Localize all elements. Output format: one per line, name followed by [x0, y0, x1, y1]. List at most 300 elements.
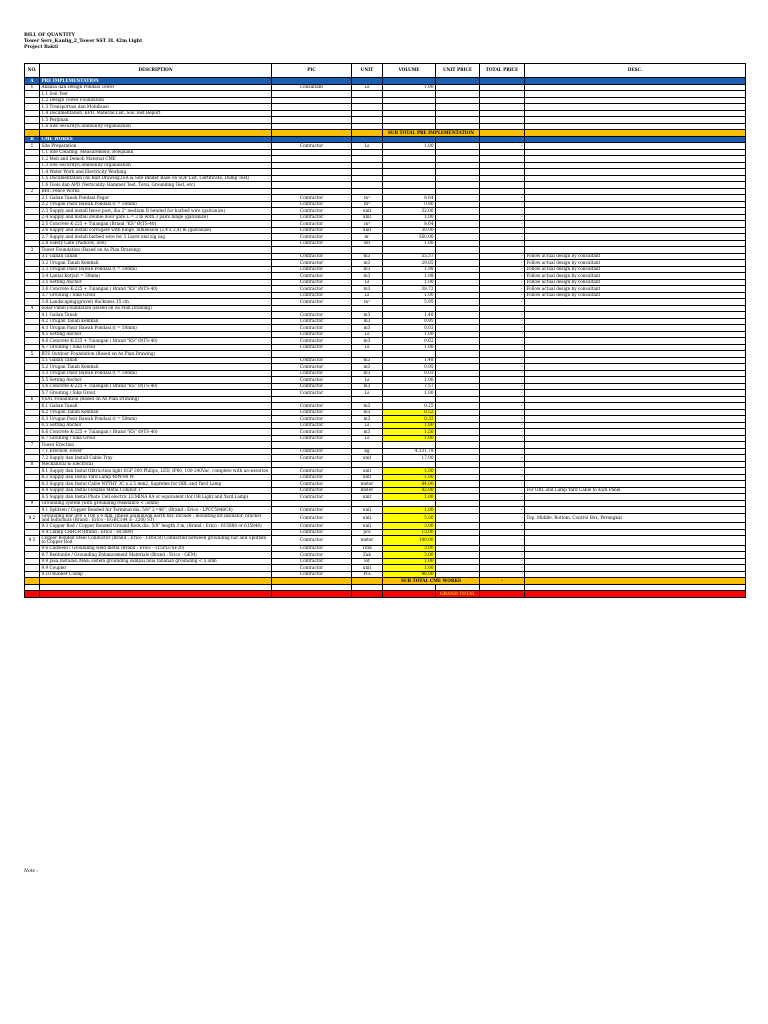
item-unit: m3 [352, 409, 383, 416]
item-pic: Contractor [272, 208, 352, 215]
item-description: 1.2 Design Tower Foundation [40, 97, 272, 104]
grand-total-value [480, 591, 525, 598]
item-total-price: - [480, 221, 525, 228]
item-pic: Contractor [272, 299, 352, 306]
item-unit: unit [352, 214, 383, 221]
item-description: 5.5 Setting Anchor [40, 377, 272, 384]
item-pic: Contractor [272, 422, 352, 429]
item-unit: meter [352, 481, 383, 488]
item-unit: unit [352, 507, 383, 514]
item-pic: Contractor [272, 552, 352, 559]
item-unit: Ls [352, 292, 383, 299]
item-number: 9.2 [25, 513, 40, 523]
item-description: 6.2 Urugan Tanah Kembali [40, 409, 272, 416]
item-number: 3 [25, 247, 40, 254]
item-total-price: - [480, 435, 525, 442]
item-pic: Contractor [272, 201, 352, 208]
item-total-price: - [480, 552, 525, 559]
item-unit-price [436, 536, 480, 546]
col-header-description: DESCRIPTION [40, 64, 272, 78]
item-pic: Contractor [272, 455, 352, 462]
item-pic: Contractor [272, 377, 352, 384]
item-total-price: - [480, 143, 525, 150]
item-pic: Contractor [272, 565, 352, 572]
item-volume: 1.00 [383, 558, 436, 565]
item-pic: Contractor [272, 357, 352, 364]
item-total-price: - [480, 234, 525, 241]
item-volume: 0.52 [383, 409, 436, 416]
item-volume: 29.85 [383, 260, 436, 267]
item-unit: Ls [352, 279, 383, 286]
item-pic: Contractor [272, 409, 352, 416]
item-description: BTS Outdoor Foundation (Based on As Plan Drawing) [40, 351, 272, 358]
item-desc-note: Top, Middle, Bottom, Control Box, Perangkat [525, 513, 746, 523]
item-pic: Contractor [272, 286, 352, 293]
item-description: 1.5 Documentation (As Buit Drawing,ISA & Site Binder Base on SOP List, Certificate, Dump Test) [40, 175, 272, 182]
item-unit: m3 [352, 312, 383, 319]
item-description: 1.4 Water Work and Electricity Working [40, 169, 272, 176]
item-unit: meter [352, 487, 383, 494]
item-volume: 55.57 [383, 253, 436, 260]
item-total-price: - [480, 403, 525, 410]
item-pic: Contractor [272, 529, 352, 536]
col-header-pic: PIC [272, 64, 352, 78]
item-total-price: - [480, 507, 525, 514]
item-total-price: - [480, 338, 525, 345]
item-unit: Ls [352, 377, 383, 384]
col-header-no: NO. [25, 64, 40, 78]
item-total-price: - [480, 529, 525, 536]
item-pic: Contractor [272, 571, 352, 578]
item-description: 3.5 Setting Anchor [40, 279, 272, 286]
item-description: 1.3 Site Security/Community organization [40, 162, 272, 169]
item-total-price: - [480, 370, 525, 377]
item-pic: Contractor [272, 240, 352, 247]
section-letter: B [25, 136, 40, 143]
item-unit: m3 [352, 370, 383, 377]
item-pic: Contractor [272, 325, 352, 332]
item-unit: m3 [352, 266, 383, 273]
item-description: 1.6 Tools dan APD (Verticality, Hammer Test, Torsi, Grounding Test, etc) [40, 182, 272, 189]
item-description: 4.6 Concrete K-225 + Tulangan ( Brand "KS" Ø(TS-40) [40, 338, 272, 345]
item-unit: m' [352, 234, 383, 241]
item-pic: Contractor [272, 292, 352, 299]
item-description: 9.6 Cadweld / Grounding weld metal (Brand : Erico - 115PLUSF20) [40, 545, 272, 552]
item-group-row [25, 513, 746, 523]
item-description: 6.7 Grouting / Sika Grout [40, 435, 272, 442]
item-total-price: - [480, 260, 525, 267]
item-total-price: - [480, 299, 525, 306]
item-pic: Contractor [272, 507, 352, 514]
item-unit: m3 [352, 429, 383, 436]
item-total-price: - [480, 523, 525, 530]
item-pic: Contractor [272, 266, 352, 273]
subtotal-label: SUB TOTAL PRE IMPLEMENTATION [383, 130, 480, 137]
item-volume: 1.00 [383, 344, 436, 351]
item-volume: 1.00 [383, 292, 436, 299]
item-number: 4 [25, 305, 40, 312]
item-desc-note: Follow actual design by consultant [525, 266, 746, 273]
item-total-price: - [480, 409, 525, 416]
item-description: 4.1 Galian Tanah [40, 312, 272, 319]
item-pic: Contractor [272, 312, 352, 319]
item-pic: Contractor [272, 481, 352, 488]
grand-total-cell [383, 591, 436, 598]
item-total-price: - [480, 253, 525, 260]
item-description: 1.1 Site Clearing, Measurement, Bowplank [40, 149, 272, 156]
item-volume: 17.00 [383, 455, 436, 462]
subtotal-value: - [480, 578, 525, 585]
item-volume: 8.64 [383, 221, 436, 228]
item-pic: Contractor [272, 195, 352, 202]
item-description: Tower Erection [40, 442, 272, 449]
note-label: Note : [24, 869, 39, 874]
item-pic: Contractor [272, 253, 352, 260]
item-pic: Contractor [272, 143, 352, 150]
item-total-price: - [480, 84, 525, 91]
item-description: 2.8 Safety Gate (Padlock, Slot) [40, 240, 272, 247]
item-description: 1.6 Site Security/Community organization [40, 123, 272, 130]
item-unit: unit [352, 455, 383, 462]
item-description: 3.2 Urugan Tanah Kembali [40, 260, 272, 267]
item-volume: 0.25 [383, 403, 436, 410]
item-volume: 1.00 [383, 507, 436, 514]
grand-total-row [25, 591, 746, 598]
grand-total-cell [25, 591, 40, 598]
item-unit: Ls [352, 344, 383, 351]
item-description: 5.1 Galian Tanah [40, 357, 272, 364]
item-volume: 1.00 [383, 435, 436, 442]
item-volume: 30.00 [383, 227, 436, 234]
item-total-price: - [480, 481, 525, 488]
item-unit: Ls [352, 331, 383, 338]
item-description: 5.2 Urugan Tanah Kembali [40, 364, 272, 371]
item-description: 1.1 Soil Test [40, 91, 272, 98]
item-volume: 1.00 [383, 468, 436, 475]
item-unit: Zak [352, 552, 383, 559]
item-description: 4.5 Setting Anchor [40, 331, 272, 338]
item-volume: 0.95 [383, 364, 436, 371]
item-total-price: - [480, 286, 525, 293]
item-unit: m3 [352, 318, 383, 325]
item-description: 3.8 Landscaping(gravel) thickness 15 cm [40, 299, 272, 306]
item-description: 6.1 Galian Tanah [40, 403, 272, 410]
item-total-price: - [480, 357, 525, 364]
item-pic: Contractor [272, 429, 352, 436]
item-unit: meter [352, 536, 383, 546]
table-body [25, 78, 746, 598]
item-volume: 7.57 [383, 383, 436, 390]
item-desc-note: For OBL and Lamp Yard Cable to Kwh Panel [525, 487, 746, 494]
section-title: CME WORKS [40, 136, 272, 143]
item-desc-note: Follow actual design by consultant [525, 253, 746, 260]
item-description: 1.2 Mob and Demob Material CME [40, 156, 272, 163]
item-description: 6.3 Urugan Pasir Bawah Pondasi (t = 50mm) [40, 416, 272, 423]
item-total-price: - [480, 279, 525, 286]
item-description: BRC Fence Works [40, 188, 272, 195]
col-header-unit: UNIT [352, 64, 383, 78]
item-volume: 3.00 [383, 552, 436, 559]
item-description: 1.4 Documentation, KPD, Material List, Soil Test Report [40, 110, 272, 117]
item-pic: Contractor [272, 435, 352, 442]
section-title: PRE IMPLEMENTATION [40, 78, 272, 85]
item-pic: Contractor [272, 234, 352, 241]
item-total-price: - [480, 240, 525, 247]
item-volume: 1.00 [383, 390, 436, 397]
item-number: 6 [25, 396, 40, 403]
item-pic: Contractor [272, 523, 352, 530]
document-title-block [24, 33, 142, 52]
item-description: 3.4 Lantai Kerja(t = 50mm) [40, 273, 272, 280]
item-unit: set [352, 240, 383, 247]
item-description: Copper Bonded Steel Conductor (Brand : Erico - CBSCR) Connected between grounding bar and Splitzen to Copper Rod [40, 536, 272, 546]
item-unit: m3 [352, 364, 383, 371]
item-total-price: - [480, 513, 525, 523]
item-pic: Consultant [272, 84, 352, 91]
item-description: 5.7 Grouting / Sika Grout [40, 390, 272, 397]
item-total-price: - [480, 344, 525, 351]
item-volume: 1.00 [383, 331, 436, 338]
item-total-price: - [480, 208, 525, 215]
item-volume: 1.00 [383, 494, 436, 501]
col-header-volume: VOLUME [383, 64, 436, 78]
item-total-price: - [480, 565, 525, 572]
item-pic: Contractor [272, 370, 352, 377]
item-total-price: - [480, 494, 525, 501]
item-total-price: - [480, 487, 525, 494]
item-volume: 32.00 [383, 208, 436, 215]
item-volume: 5.95 [383, 299, 436, 306]
item-total-price: - [480, 214, 525, 221]
item-unit: Pcs [352, 571, 383, 578]
item-unit: Titik [352, 545, 383, 552]
item-volume: 0.03 [383, 325, 436, 332]
item-description: 8.4 Supply dan Instal Flexible Metal Conduit 1" [40, 487, 272, 494]
item-description: 8.3 Supply dan Instal Cable NYYHY 3C x 2.5 mm2, Supreme for OBL and Yard Lamp [40, 481, 272, 488]
item-description: VSAT Foundation (Based on As Plan Drawing) [40, 396, 272, 403]
item-description: 2.5 Concrete K-225 + Tulangan (Brand "KS" Ø(TS-40) [40, 221, 272, 228]
item-volume: 1.48 [383, 357, 436, 364]
item-total-price: - [480, 448, 525, 455]
item-volume: 15.00 [383, 529, 436, 536]
item-number: 5 [25, 351, 40, 358]
item-unit: pcs [352, 529, 383, 536]
item-volume: 46.00 [383, 571, 436, 578]
item-description: 9.8 Jasa Instalasi M&E sistem grounding sampai nilai tahanan grounding < 5 ohm [40, 558, 272, 565]
col-header-unit-price: UNIT PRICE [436, 64, 480, 78]
item-total-price: - [480, 201, 525, 208]
item-description: 2.6 Supply and install corrugate with hinge, dimension (2,4 x 2,4) m (galvanize) [40, 227, 272, 234]
item-number: 9.5 [25, 536, 40, 546]
item-total-price: - [480, 273, 525, 280]
item-volume: 1.00 [383, 240, 436, 247]
item-pic: Contractor [272, 338, 352, 345]
item-unit: m3 [352, 286, 383, 293]
item-pic: Contractor [272, 558, 352, 565]
item-description: 9.4 Clamp CRHCR (Brand : Erico - HCR89) [40, 529, 272, 536]
col-header-total-price: TOTAL PRICE [480, 64, 525, 78]
item-unit: kg [352, 448, 383, 455]
item-group-row [25, 536, 746, 546]
item-unit: m3 [352, 253, 383, 260]
item-description: 1.3 Transportasi dan Mobilisasi [40, 104, 272, 111]
item-volume: 0.86 [383, 201, 436, 208]
item-description: 7.2 Supply dan Install Cable Tray [40, 455, 272, 462]
item-number: 9 [25, 500, 40, 507]
item-volume: 1.00 [383, 143, 436, 150]
item-description: 3.3 Urugan Pasir Bawah Pondasi (t = 50mm) [40, 266, 272, 273]
item-volume: 1.00 [383, 565, 436, 572]
item-total-price: - [480, 468, 525, 475]
item-pic: Contractor [272, 331, 352, 338]
item-total-price: - [480, 558, 525, 565]
item-pic: Contractor [272, 513, 352, 523]
item-unit: Ls [352, 422, 383, 429]
item-desc-note: Follow actual design by consultant [525, 273, 746, 280]
item-number: 1 [25, 84, 40, 91]
col-header-desc: DESC. [525, 64, 746, 78]
item-volume: 1.48 [383, 312, 436, 319]
item-description: 5.3 Urugan Pasir Bawah Pondasi (t = 50mm) [40, 370, 272, 377]
item-volume: 8.64 [383, 195, 436, 202]
item-total-price: - [480, 571, 525, 578]
item-number: 8 [25, 461, 40, 468]
item-desc-note: Follow actual design by consultant [525, 286, 746, 293]
item-total-price: - [480, 416, 525, 423]
item-description: 8.1 Supply dan Instal Obtruction light EGP 300 Philips, LED, IP66, 100-240Vac, complete with accessories [40, 468, 272, 475]
item-total-price: - [480, 266, 525, 273]
item-volume: 0.95 [383, 318, 436, 325]
item-pic: Contractor [272, 221, 352, 228]
item-desc-note: Follow actual design by consultant [525, 260, 746, 267]
grand-total-cell [40, 591, 272, 598]
item-unit: m3 [352, 273, 383, 280]
item-description: 9.1 Splitzen / Copper Bonded Air Terminal dia. 5/8" L=48", (Brand : Erico - LPCC5848C4) [40, 507, 272, 514]
item-volume: 3.00 [383, 545, 436, 552]
item-pic: Contractor [272, 536, 352, 546]
item-description: 3.1 Galian Tanah [40, 253, 272, 260]
item-description: 5.6 Concrete K-225 + Tulangan ( Brand "KS" Ø(TS-40) [40, 383, 272, 390]
item-pic: Contractor [272, 318, 352, 325]
item-volume: 0.03 [383, 370, 436, 377]
item-total-price: - [480, 536, 525, 546]
doc-project: Project Bakti [24, 45, 58, 51]
item-pic: Contractor [272, 468, 352, 475]
item-description: 4.3 Urugan Pasir Bawah Pondasi (t = 50mm) [40, 325, 272, 332]
item-volume: 4,231.78 [383, 448, 436, 455]
item-total-price: - [480, 364, 525, 371]
grand-total-cell [352, 591, 383, 598]
item-number: 1 [25, 143, 40, 150]
item-desc-note: Follow actual design by consultant [525, 279, 746, 286]
item-unit: Ls [352, 143, 383, 150]
item-total-price: - [480, 318, 525, 325]
item-description: 6.6 Concrete K-225 + Tulangan ( Brand "KS" Ø(TS-40) [40, 429, 272, 436]
item-pic: Contractor [272, 344, 352, 351]
item-description: 4.7 Grouting / Sika Grout [40, 344, 272, 351]
item-total-price: - [480, 383, 525, 390]
item-total-price: - [480, 377, 525, 384]
item-pic: Contractor [272, 383, 352, 390]
item-volume: 1.00 [383, 279, 436, 286]
item-volume: 1.98 [383, 273, 436, 280]
grand-total-cell [272, 591, 352, 598]
item-number: 2 [25, 188, 40, 195]
doc-title: BILL OF QUANTITY [24, 33, 75, 38]
item-pic: Contractor [272, 416, 352, 423]
item-volume: 0.62 [383, 338, 436, 345]
item-pic: Contractor [272, 273, 352, 280]
item-number: 7 [25, 442, 40, 449]
item-unit: unit [352, 208, 383, 215]
grand-total-label: GRAND TOTAL [436, 591, 480, 598]
item-unit: unit [352, 494, 383, 501]
item-volume: 1.00 [383, 422, 436, 429]
item-volume: 38.72 [383, 286, 436, 293]
item-unit: unit [352, 523, 383, 530]
item-unit: unit [352, 513, 383, 523]
item-volume: 1.00 [383, 84, 436, 91]
item-unit: lot [352, 558, 383, 565]
item-unit: Ls [352, 390, 383, 397]
item-pic: Contractor [272, 260, 352, 267]
item-total-price: - [480, 455, 525, 462]
item-unit: unit [352, 227, 383, 234]
item-description: 2.2 Urugan Pasir Bawah Pondasi (t = 50mm) [40, 201, 272, 208]
item-total-price: - [480, 292, 525, 299]
item-volume: 560.00 [383, 234, 436, 241]
item-description: 9.7 Bentonite / Grounding Enhancement Materials (Brand : Erico - GEM) [40, 552, 272, 559]
item-description: Solar Panel Foundation (Based on As Plan Drawing) [40, 305, 272, 312]
item-pic: Contractor [272, 494, 352, 501]
item-total-price: - [480, 390, 525, 397]
item-volume: 100.00 [383, 536, 436, 546]
item-unit: m3 [352, 338, 383, 345]
item-description: Tower Foundation (Based on As Plan Drawing) [40, 247, 272, 254]
item-description: Grounding Bar 300 x 100 x 6 mm, tinned aluminium earth bar, include : mounting kit insulator, bracket and bolts/nuts (Brand : Erico - EGBC144 E- 2200 ST) [40, 513, 272, 523]
item-unit: unit [352, 474, 383, 481]
item-description: 2.4 Supply and install double door gate L = 3 m with 3 pairs hinge (galvanize) [40, 214, 272, 221]
item-total-price: - [480, 312, 525, 319]
item-unit: Ls [352, 435, 383, 442]
item-description: Site Preparation [40, 143, 272, 150]
item-total-price: - [480, 325, 525, 332]
item-description: 1.5 Perijinan [40, 117, 272, 124]
item-unit: m³ [352, 221, 383, 228]
item-volume: 3.00 [383, 523, 436, 530]
item-description: Mechanical & Electrical [40, 461, 272, 468]
item-description: 9.10 Rubber Clamp [40, 571, 272, 578]
item-unit: Ls [352, 84, 383, 91]
item-volume: 1.00 [383, 377, 436, 384]
item-description: 8.2 Supply dan Instal Yard Lamp 40W-80 W [40, 474, 272, 481]
item-pic: Contractor [272, 279, 352, 286]
table-header-row [25, 64, 746, 78]
item-unit: m³ [352, 195, 383, 202]
item-volume: 1.00 [383, 474, 436, 481]
item-unit: m3 [352, 357, 383, 364]
item-volume: 0.32 [383, 416, 436, 423]
item-total-price: - [480, 545, 525, 552]
doc-subtitle: Tower Serv_Kanlig_2_Tower SST 3L 42m Light [24, 39, 143, 45]
item-pic: Contractor [272, 364, 352, 371]
item-volume: 42.00 [383, 487, 436, 494]
item-desc-note [525, 536, 746, 546]
item-description: 9.3 Copper Rod / Copper Bonded Ground Rods dia. 5/8" length 3 m, (Brand : Erico - 615880 or 615840) [40, 523, 272, 530]
item-unit-price [436, 513, 480, 523]
item-unit: m³ [352, 201, 383, 208]
item-description: 4.2 Urugan Tanah Kembali [40, 318, 272, 325]
